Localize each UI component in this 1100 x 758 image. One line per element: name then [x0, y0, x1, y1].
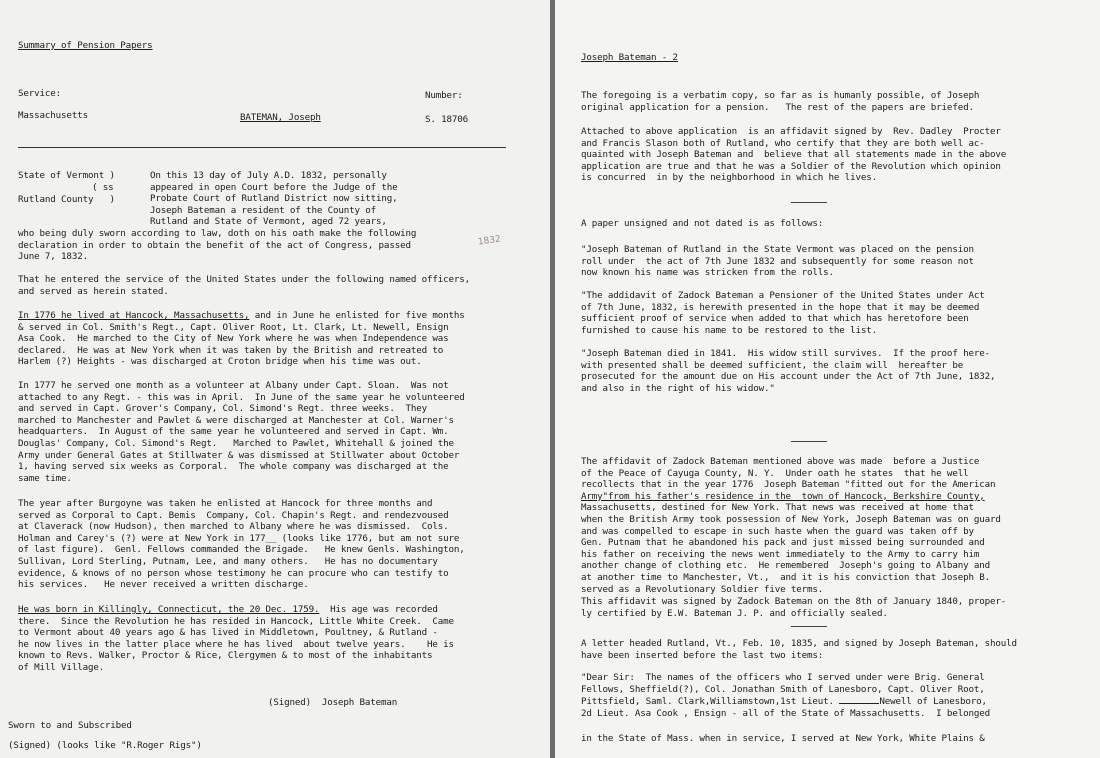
number-label: Number: — [425, 90, 463, 101]
paragraph-birth: He was born in Killingly, Connecticut, the 20 Dec. 1759. His age was recorded there. Since the Revolution he has resided in Hancock, Little White Creek. Came to Vermont about 40 years ago & has lived in Middletown, Poultney, & Rutland - he now lives in the latter place where he has lived about twelve years. He is known to Revs. Walker, Proctor & Rice, Clergymen & to most of the inhabitants of Mill Village. — [18, 604, 454, 673]
declaration-block: On this 13 day of July A.D. 1832, personally appeared in open Court before the Judge of the Probate Court of Rutland District now sitting, Joseph Bateman a resident of the County of Rutland and State of Vermont, aged 72 years, — [150, 170, 398, 228]
paragraph-affidavit-procter: Attached to above application is an affidavit signed by Rev. Dadley Procter and Francis Slason both of Rutland, who certify that they are both well ac- quainted with Joseph Bateman and believe that all statements made in the above application are true and that he was a Soldier of the Revolution which opinion is concurred in by the neighborhood in which he lives. — [581, 126, 1007, 184]
paragraph-foregoing: The foregoing is a verbatim copy, so far as is humanly possible, of Joseph original application for a pension. The rest of the papers are briefed. — [581, 90, 980, 113]
paragraph-entered-service: That he entered the service of the United States under the following named officers, and served as herein stated. — [18, 274, 471, 297]
service-state: Massachusetts — [18, 110, 88, 121]
signature-line: (Signed) Joseph Bateman — [268, 697, 398, 708]
section-dash — [791, 441, 827, 442]
paragraph-unsigned-paper: A paper unsigned and not dated is as follows: — [581, 218, 824, 229]
paragraph-pension-roll: "Joseph Bateman of Rutland in the State Vermont was placed on the pension roll under the act of 7th June 1832 and subsequently for some reason not now known his name was stricken from the rolls. — [581, 244, 974, 279]
paragraph-burgoyne: The year after Burgoyne was taken he enlisted at Hancock for three months and served as Corporal to Capt. Bemis Company, Col. Chapin's Regt. and rendezvoused at Claverack (now Hudson), then marched to Albany where he was dismissed. Cols. Holman and Carey's (?) were at New York in 177__ (looks like 1776, but am not sure of last figure). Genl. Fellows commanded the Brigade. He knew Genls. Washington, Sullivan, Lord Sterling, Putnam, Lee, and many others. He has no documentary evidence, & knows of no person whose testimony he can procure who can testify to his services. He never received a written discharge. — [18, 498, 465, 591]
paragraph-dear-sir: "Dear Sir: The names of the officers who I served under were Brig. General Fellows, Sheffield(?), Col. Jonathan Smith of Lanesboro, Capt. Oliver Root, Pittsfield, Saml. Clark,Williamstown,1st Lieut. Newell of Lanesboro, 2d Lieut. Asa Cook , Ensign - all of the State of Massachusetts. I belonged — [581, 672, 990, 719]
paragraph-1776: In 1776 he lived at Hancock, Massachusetts, and in June he enlisted for five months & served in Col. Smith's Regt., Capt. Oliver Root, Lt. Clark, Lt. Newell, Ensign Asa Cook. He marched to the City of New York where he was when Independence was declared. He was at New York when it was taken by the British and retreated to Harlem (?) Heights - was discharged at Croton bridge when his time was out. — [18, 310, 465, 368]
section-dash — [791, 626, 827, 627]
paragraph-bateman-died: "Joseph Bateman died in 1841. His widow still survives. If the proof here- with presented shall be deemed sufficient, the claim will hereafter be prosecuted for the amount due on His account under the Act of 7th June, 1832, and also in the right of his widow." — [581, 348, 996, 394]
blank-line — [839, 695, 879, 704]
declaration-continued: who being duly sworn according to law, doth on his oath make the following declaration in order to obtain the benefit of the act of Congress, passed June 7, 1832. — [18, 228, 417, 263]
venue-line-3: Rutland County ) — [18, 194, 115, 205]
right-page — [555, 0, 1100, 758]
paragraph-zadock-oath: The affidavit of Zadock Bateman mentioned above was made before a Justice of the Peace of Cayuga County, N. Y. Under oath he states that he well recollects that in the year 1776 Joseph Bateman "fitted out for the American Army"from his father's residence in the town of Hancock, Berkshire County, Massachusetts, destined for New York. That news was received at home that when the British Army took possession of New York, Joseph Bateman was on guard and was compelled to escape in such haste when the guard was taken off by Gen. Putnam that he abandoned his pack and just missed being surrounded and his father on receiving the news went immediately to the Army to carry him another change of clothing etc. He remembered Joseph's going to Albany and at another time to Manchester, Vt., and it is his conviction that Joseph B. served as a Revolutionary Soldier five terms. — [581, 456, 1001, 595]
section-dash — [791, 202, 827, 203]
paragraph-zadock-affidavit: "The addidavit of Zadock Bateman a Pensioner of the United States under Act of 7th June, 1832, is herewith presented in the hope that it may be deemed sufficient proof of service when added to that which has heretofore been furnished to cause his name to be restored to the list. — [581, 290, 985, 336]
margin-note: 1832 — [477, 234, 502, 248]
summary-heading: Summary of Pension Papers — [18, 40, 153, 51]
signed-witness-line: (Signed) (looks like "R.Roger Rigs") — [8, 740, 202, 751]
venue-line-2: ( ss — [92, 182, 114, 193]
paragraph-signed-zadock: This affidavit was signed by Zadock Bateman on the 8th of January 1840, proper- ly certified by E.W. Bateman J. P. and officially sealed. — [581, 596, 1007, 619]
page-2-heading: Joseph Bateman - 2 — [581, 52, 678, 63]
paragraph-letter-rutland: A letter headed Rutland, Vt., Feb. 10, 1835, and signed by Joseph Bateman, should have been inserted before the last two items: — [581, 638, 1017, 661]
pension-number: S. 18706 — [425, 114, 469, 125]
venue-line-1: State of Vermont ) — [18, 170, 115, 181]
header-divider — [18, 147, 506, 148]
last-line: in the State of Mass. when in service, I served at New York, White Plains & — [581, 733, 985, 744]
sworn-line: Sworn to and Subscribed — [8, 720, 132, 731]
service-label: Service: — [18, 88, 62, 99]
pensioner-name: BATEMAN, Joseph — [240, 112, 321, 123]
paragraph-1777: In 1777 he served one month as a volunteer at Albany under Capt. Sloan. Was not attached to any Regt. - this was in April. In June of the same year he volunteered and served in Capt. Grover's Company, Col. Simond's Regt. three weeks. They marched to Manchester and Pawlet & were discharged at Manchester at Col. Warner's headquarters. In August of the same year he volunteered and served in Capt. Wm. Douglas' Company, Col. Simond's Regt. Marched to Pawlet, Whitehall & joined the Army under General Gates at Stillwater & was dismissed at Stillwater about October 1, having served six weeks as Corporal. The whole company was discharged at the same time. — [18, 380, 465, 484]
